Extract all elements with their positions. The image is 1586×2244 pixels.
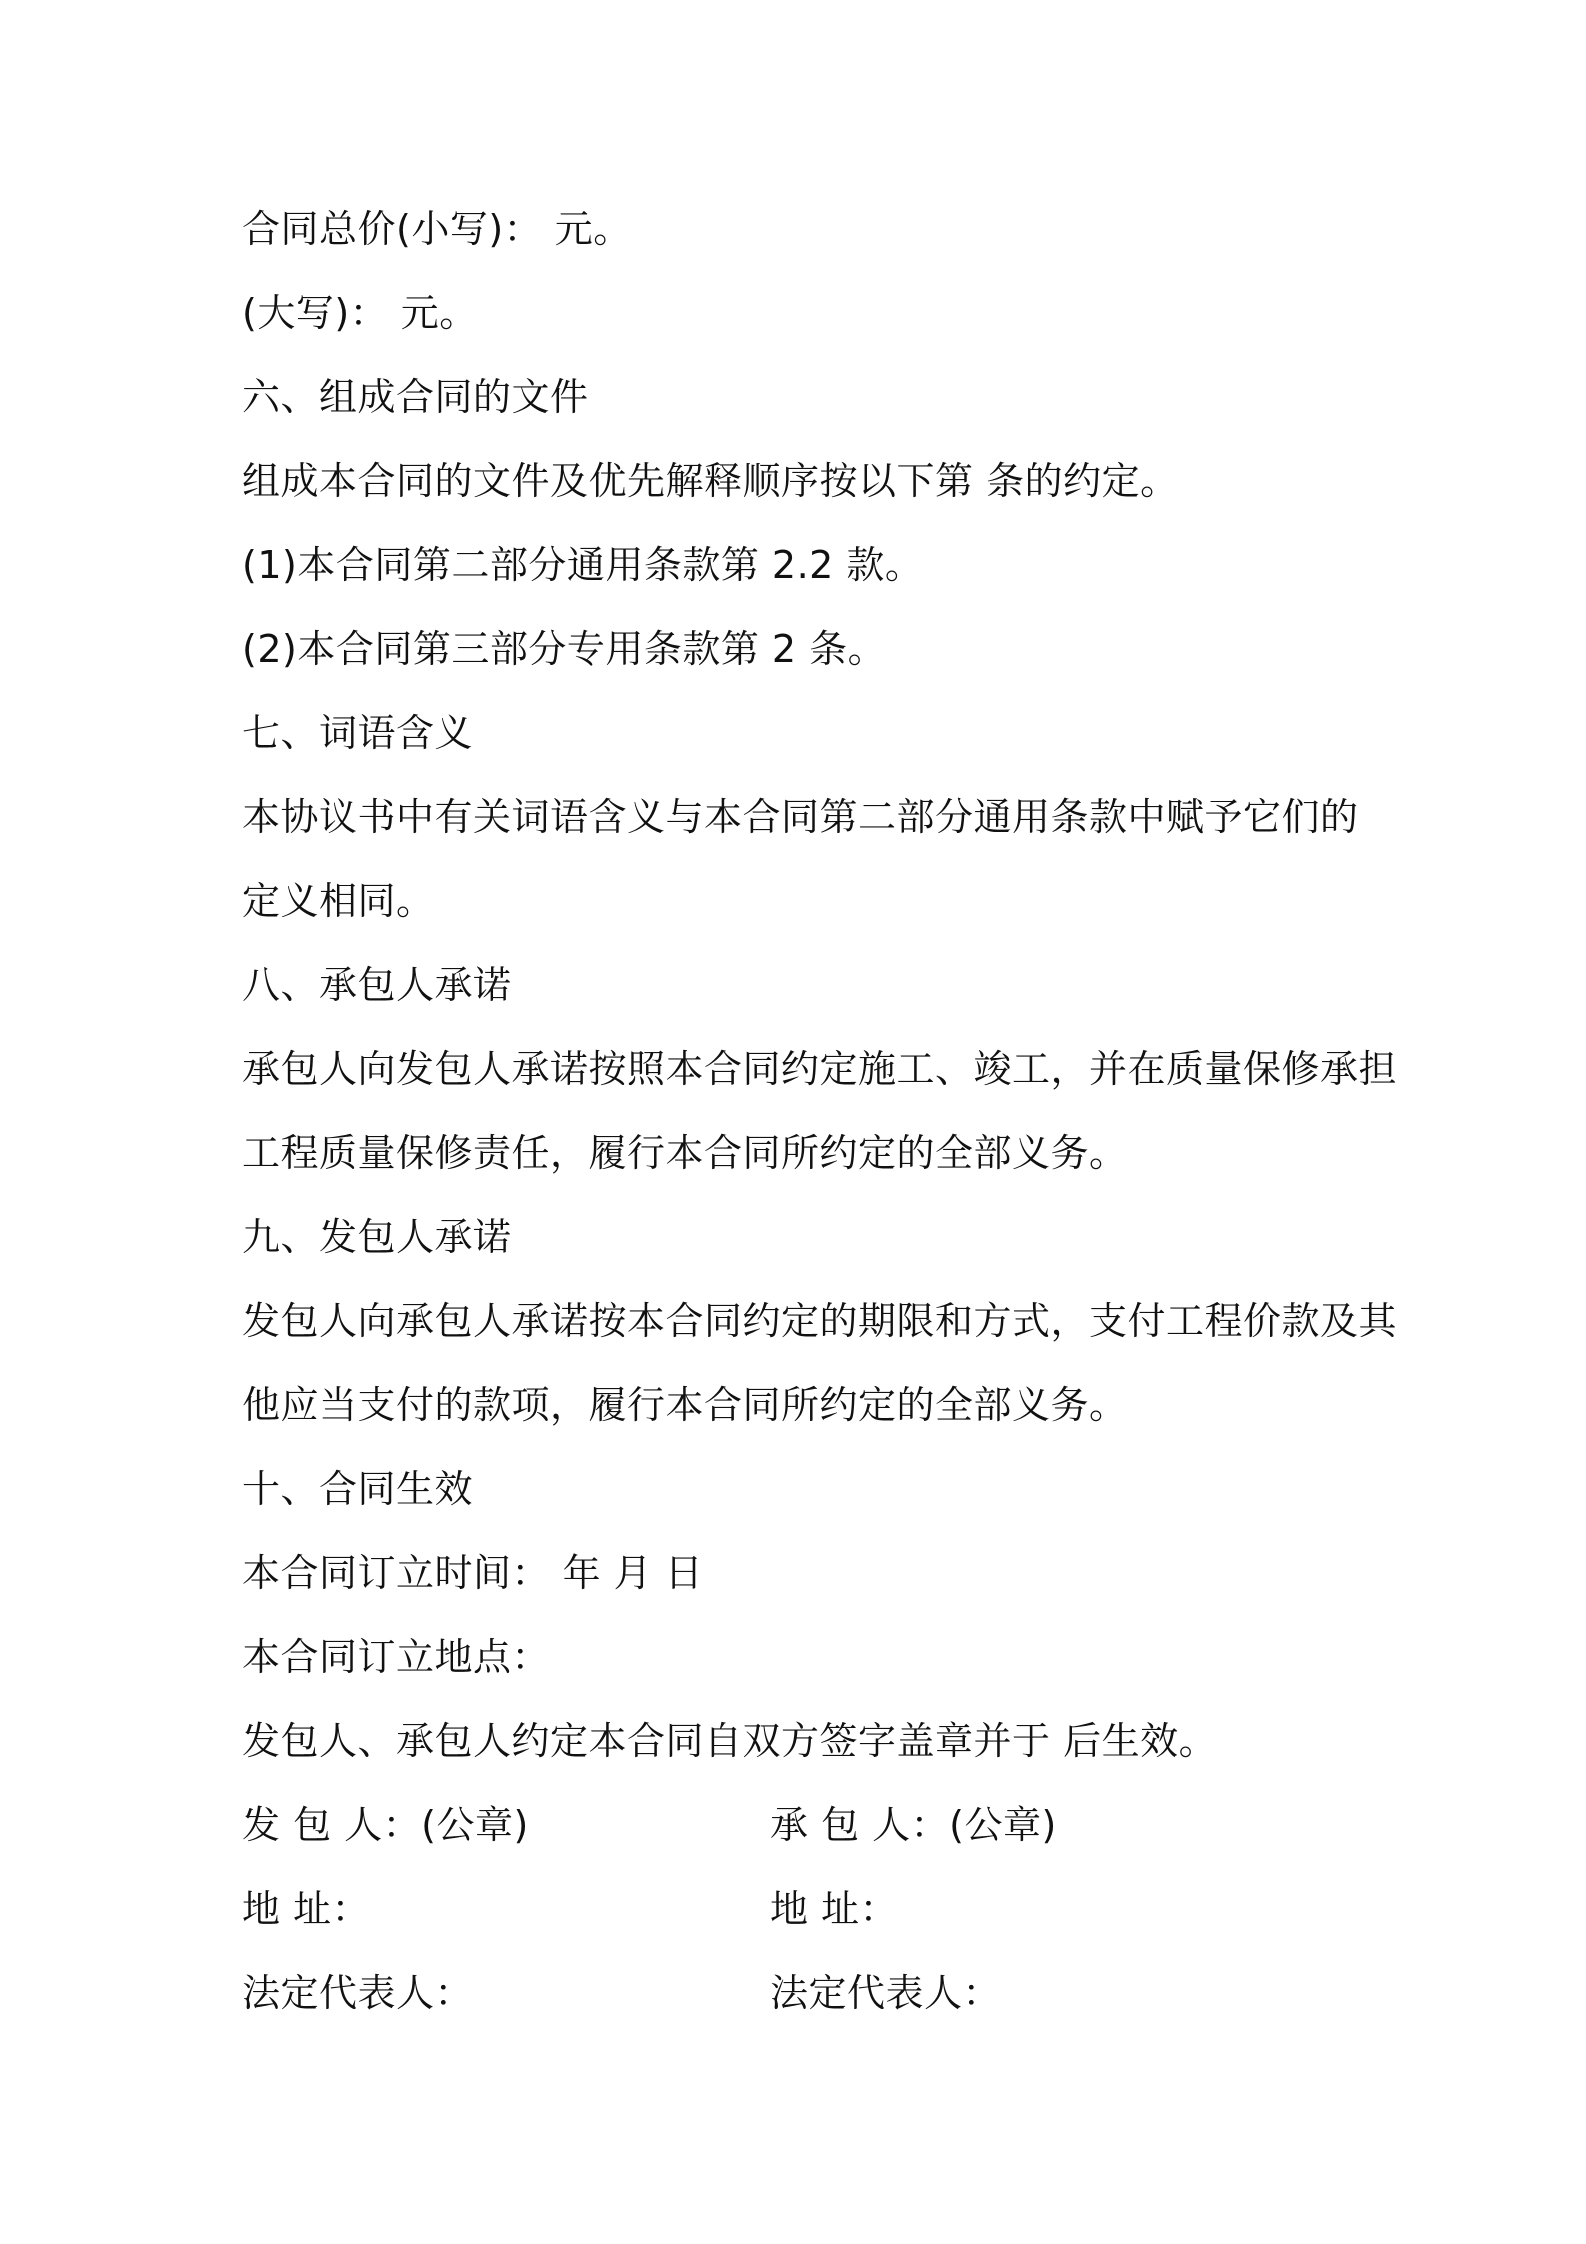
- paragraph-definitions-line-1: 本协议书中有关词语含义与本合同第二部分通用条款中赋予它们的: [242, 795, 1359, 839]
- section-heading-seven: 七、词语含义: [242, 711, 474, 755]
- paragraph-contractor-promise-line-1: 承包人向发包人承诺按照本合同约定施工、竣工，并在质量保修承担: [242, 1047, 1398, 1091]
- section-heading-eight: 八、承包人承诺: [242, 963, 512, 1007]
- section-heading-nine: 九、发包人承诺: [242, 1215, 512, 1259]
- contract-signing-place: 本合同订立地点：: [242, 1635, 551, 1679]
- contract-total-price-lowercase: 合同总价(小写)： 元。: [242, 207, 632, 251]
- section-heading-ten: 十、合同生效: [242, 1467, 474, 1511]
- employer-signature-label: 发 包 人：(公章): [242, 1803, 529, 1847]
- section-heading-six: 六、组成合同的文件: [242, 375, 589, 419]
- list-item-two: (2)本合同第三部分专用条款第 2 条。: [242, 627, 887, 671]
- list-item-one: (1)本合同第二部分通用条款第 2.2 款。: [242, 543, 924, 587]
- paragraph-document-order: 组成本合同的文件及优先解释顺序按以下第 条的约定。: [242, 459, 1179, 503]
- paragraph-employer-promise-line-1: 发包人向承包人承诺按本合同约定的期限和方式，支付工程价款及其: [242, 1299, 1398, 1343]
- contract-total-price-uppercase: (大写)： 元。: [242, 291, 478, 335]
- contractor-address-label: 地 址：: [770, 1887, 899, 1931]
- paragraph-contractor-promise-line-2: 工程质量保修责任，履行本合同所约定的全部义务。: [242, 1131, 1128, 1175]
- employer-representative-label: 法定代表人：: [242, 1971, 474, 2015]
- contractor-signature-label: 承 包 人：(公章): [770, 1803, 1057, 1847]
- contractor-representative-label: 法定代表人：: [770, 1971, 1002, 2015]
- contract-effective-clause: 发包人、承包人约定本合同自双方签字盖章并于 后生效。: [242, 1719, 1218, 1763]
- paragraph-definitions-line-2: 定义相同。: [242, 879, 435, 923]
- employer-address-label: 地 址：: [242, 1887, 371, 1931]
- contract-signing-date: 本合同订立时间： 年 月 日: [242, 1551, 704, 1595]
- paragraph-employer-promise-line-2: 他应当支付的款项，履行本合同所约定的全部义务。: [242, 1383, 1128, 1427]
